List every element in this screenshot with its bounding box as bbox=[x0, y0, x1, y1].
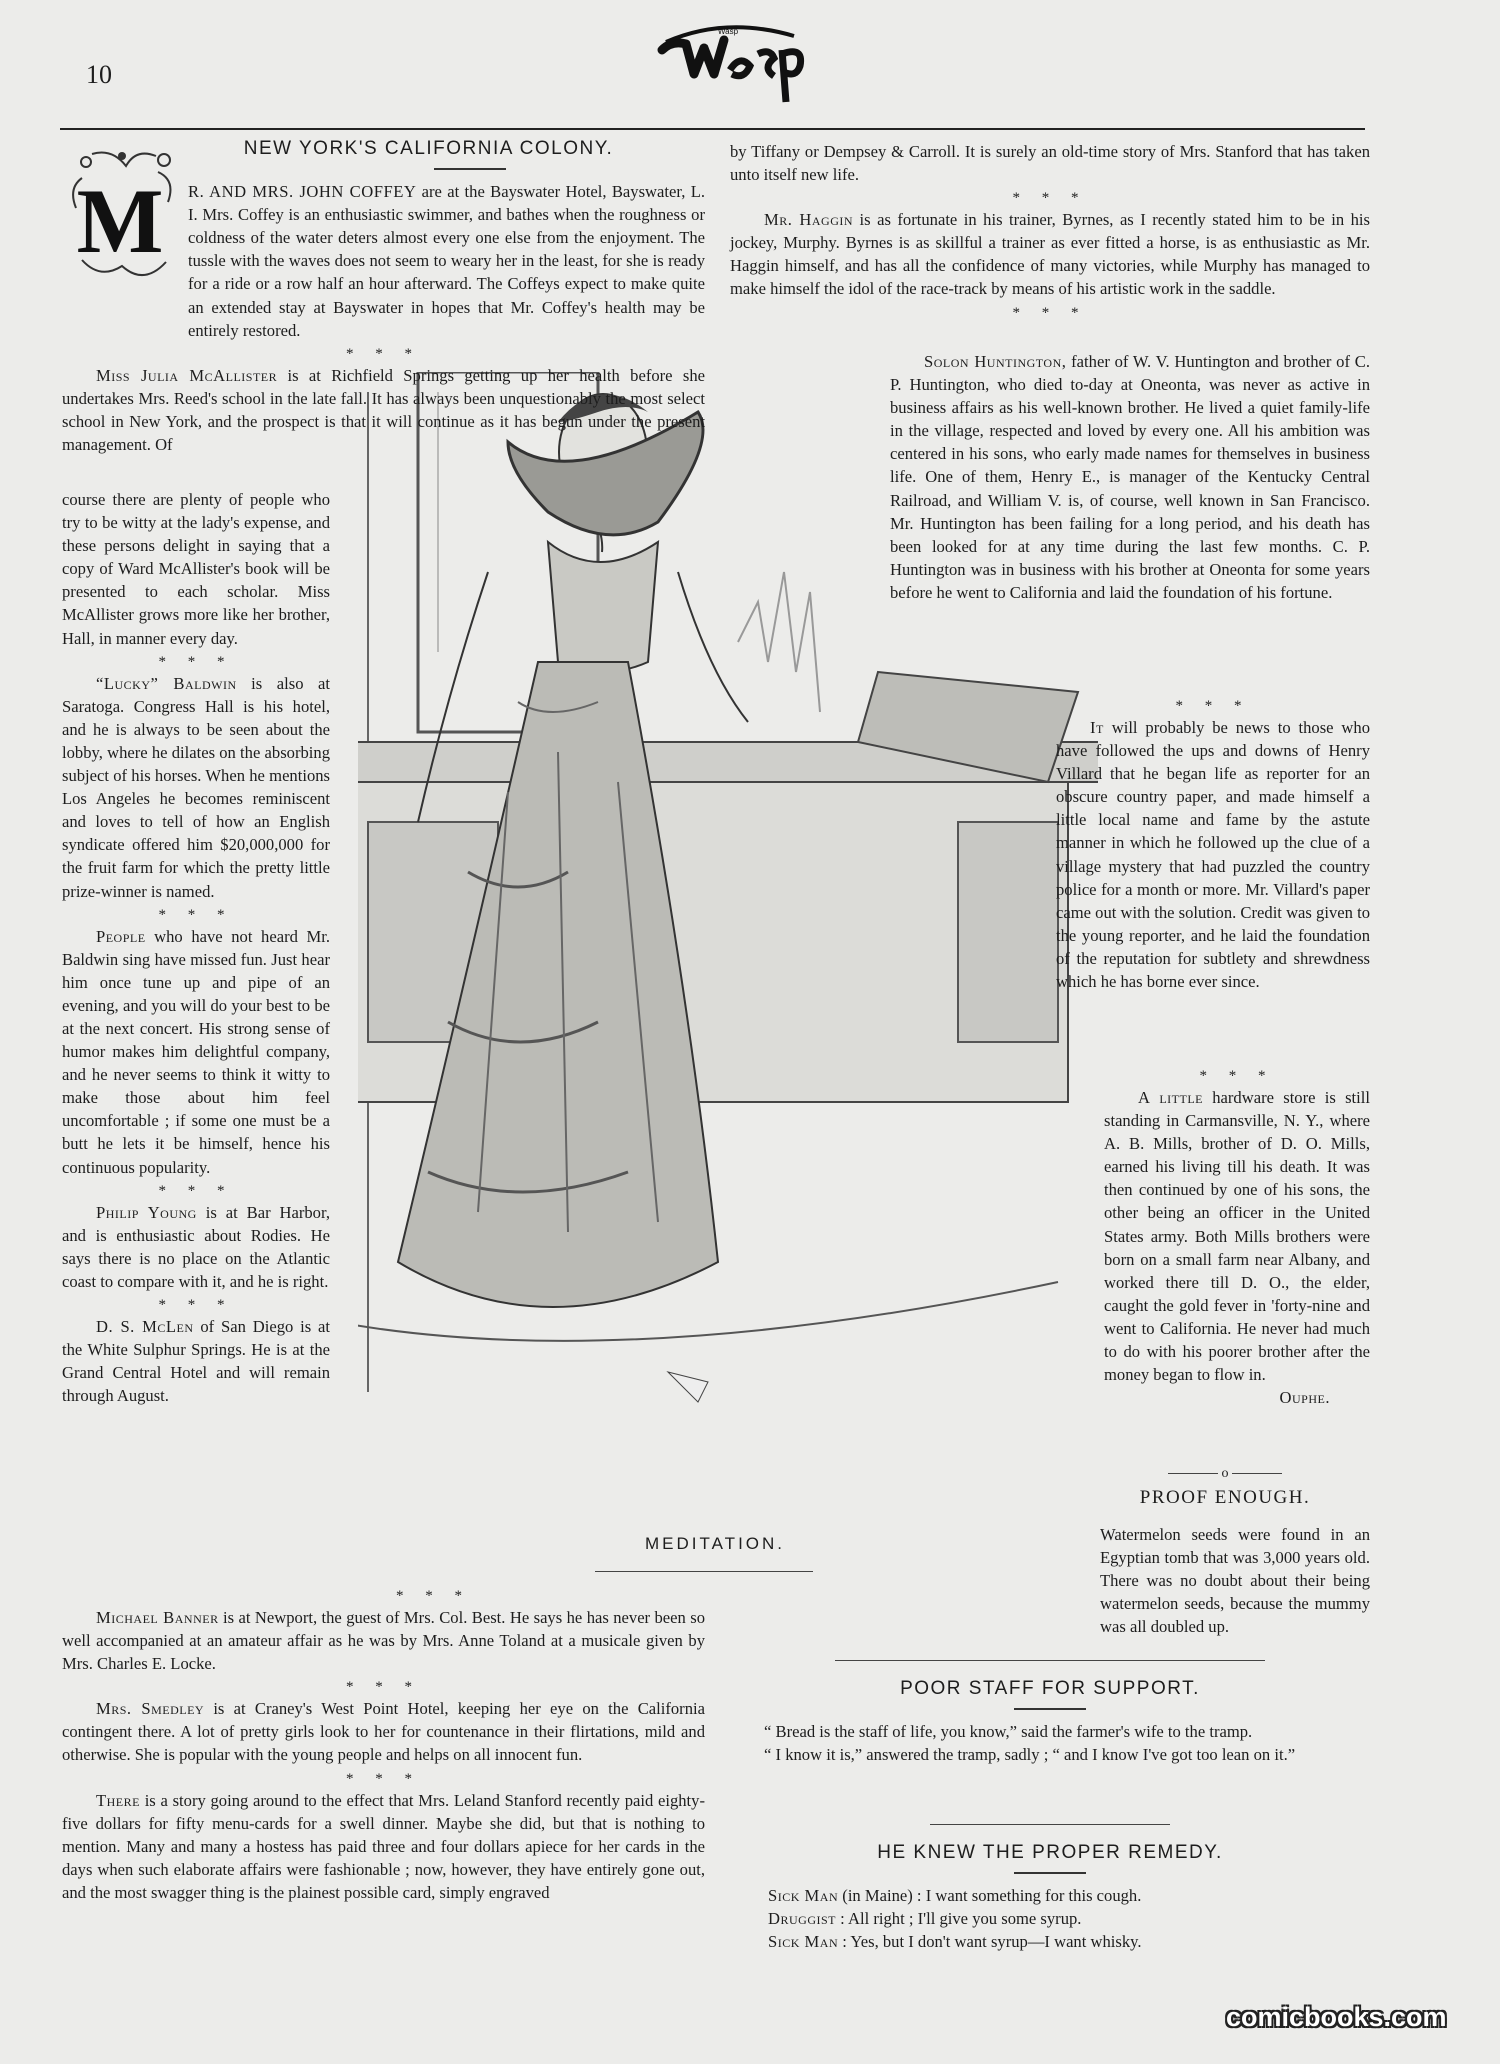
header-rule bbox=[60, 128, 1365, 130]
section-stars: * * * bbox=[346, 345, 421, 362]
speaker: Sick Man bbox=[768, 1886, 839, 1906]
poor-staff-line-1: “ Bread is the staff of life, you know,” said the farmer's wife to the tramp. bbox=[764, 1722, 1253, 1742]
mclen-text: of San Diego is at the White Sulphur Springs. He is at the Grand Central Hotel and will remain through August. bbox=[62, 1317, 330, 1406]
speaker: Sick Man bbox=[768, 1932, 839, 1952]
speaker: Druggist bbox=[768, 1909, 836, 1929]
mills-lead: A little bbox=[1138, 1088, 1203, 1107]
stanford-lead: There bbox=[96, 1790, 140, 1810]
title-rule bbox=[1014, 1708, 1086, 1710]
paragraph-young bbox=[62, 1201, 330, 1293]
section-stars: * * * bbox=[158, 653, 234, 670]
stanford-text: is a story going around to the effect that Mrs. Leland Stanford recently paid eighty-five dollars for fifty menu-cards for a swell dinner. Maybe she did, but that is nothing to mention. Many and many a hostess has paid three and four dollars apiece for her cards in the days when such elaborate affairs were fashionable ; now, however, they have entirely gone out, and the most swagger thing is the plainest possible card, simply engraved bbox=[62, 1790, 705, 1902]
paragraph-haggin bbox=[730, 208, 1370, 300]
dialog-line bbox=[768, 1907, 1370, 1930]
dialog-text: (in Maine) : I want something for this cough. bbox=[838, 1886, 1142, 1906]
section-rule bbox=[835, 1660, 1265, 1661]
paragraph-baldwin bbox=[62, 672, 330, 903]
haggin-lead: Mr. Haggin bbox=[764, 210, 854, 230]
young-text: is at Bar Harbor, and is enthusiastic about Rodies. He says there is no place on the Atlantic coast to compare with it, and he is right. bbox=[62, 1202, 330, 1291]
coffey-text: are at the Bayswater Hotel, Bayswater, L. I. Mrs. Coffey is an enthusiastic swimmer, and bathes when the roughness or coldness of the water deters almost every one else from the enjoyment. The tussle with the waves does not seem to weary her in the least, for she is ready for a ride or a row half an hour afterward. The Coffeys expect to make quite an extended stay at Bayswater in hopes that Mr. Coffey's health may be entirely restored. bbox=[188, 182, 705, 340]
article-right-mills bbox=[1104, 1064, 1370, 1409]
dialog-text: : All right ; I'll give you some syrup. bbox=[836, 1909, 1082, 1929]
dialog-line bbox=[768, 1930, 1370, 1953]
article-right-villard bbox=[1056, 694, 1370, 993]
section-stars: * * * bbox=[1012, 190, 1088, 207]
title-rule bbox=[1014, 1872, 1086, 1874]
proof-ornament-line bbox=[730, 1466, 1370, 1482]
article-left-bottom bbox=[62, 1584, 705, 1904]
proper-remedy-title: HE KNEW THE PROPER REMEDY. bbox=[877, 1842, 1223, 1863]
paragraph-stanford-cont: by Tiffany or Dempsey & Carroll. It is surely an old-time story of Mrs. Stanford that has taken unto itself new life. bbox=[730, 142, 1370, 185]
paragraph-mclen bbox=[62, 1315, 330, 1407]
proof-ornament: o bbox=[1221, 1466, 1229, 1481]
paragraph-mcallister bbox=[62, 364, 705, 456]
dialog-line bbox=[768, 1884, 1370, 1907]
section-stars: * * * bbox=[1012, 304, 1088, 321]
section-rule bbox=[930, 1824, 1170, 1825]
mclen-lead: D. S. McLen bbox=[96, 1317, 194, 1336]
mcallister-text: is at Richfield Springs getting up her health before she undertakes Mrs. Reed's school in the late fall. It has always been unquestionably the most select school in New York, and the prospect is that it will continue as it has begun under the present management. Of bbox=[62, 365, 705, 455]
article-left-top bbox=[62, 137, 705, 456]
section-stars: * * * bbox=[1199, 1068, 1275, 1084]
wasp-masthead-logo bbox=[648, 24, 808, 116]
title-rule bbox=[434, 168, 506, 170]
watermark: comicbooks.com bbox=[1226, 2002, 1447, 2032]
mills-text: hardware store is still standing in Carmansville, N. Y., where A. B. Mills, brother of D. O. Mills, earned his living till his death. It was then continued by one of his sons, the other being an officer in the United States army. Both Mills brothers were born on a small farm near Albany, and worked there till D. O., the elder, caught the gold fever in 'forty-nine and went to California. He never had much to do with his poorer brother after the money began to flow in. bbox=[1104, 1088, 1370, 1385]
paragraph-mills bbox=[1104, 1086, 1370, 1386]
author-signature: Ouphe. bbox=[1279, 1388, 1330, 1408]
section-stars: * * * bbox=[158, 1297, 234, 1313]
article-left-narrow bbox=[62, 488, 330, 1407]
proof-enough-section bbox=[730, 1466, 1370, 1639]
page-number: 10 bbox=[86, 60, 112, 89]
paragraph-mcallister-cont: course there are plenty of people who try to be witty at the lady's expense, and these persons delight in saying that a copy of Ward McAllister's book will be presented to each scholar. Miss McAllister grows more like her brother, Hall, in manner every day. bbox=[62, 490, 330, 648]
section-stars: * * * bbox=[346, 1770, 421, 1787]
masthead-text: Wasp bbox=[717, 27, 739, 36]
paragraph-smedley bbox=[62, 1697, 705, 1766]
smedley-lead: Mrs. Smedley bbox=[96, 1699, 205, 1719]
section-stars: * * * bbox=[346, 1679, 421, 1696]
paragraph-coffey bbox=[62, 180, 705, 342]
drop-cap-letter: M bbox=[76, 170, 164, 272]
article-right-huntington bbox=[890, 350, 1370, 604]
coffey-lead: R. AND MRS. JOHN COFFEY bbox=[188, 182, 417, 202]
paragraph-villard bbox=[1056, 716, 1370, 993]
section-stars: * * * bbox=[158, 1182, 234, 1199]
remedy-dialog bbox=[730, 1884, 1370, 1953]
villard-lead: It bbox=[1090, 718, 1104, 737]
article-title: NEW YORK'S CALIFORNIA COLONY. bbox=[243, 138, 614, 159]
huntington-lead: Solon Huntington, bbox=[924, 352, 1067, 371]
proof-enough-text: Watermelon seeds were found in an Egyptian tomb that was 3,000 years old. There was no doubt about their being watermelon seeds, because the mummy was all doubled up. bbox=[1100, 1525, 1370, 1637]
young-lead: Philip Young bbox=[96, 1202, 197, 1222]
mcallister-lead: Miss Julia McAllister bbox=[96, 365, 278, 385]
section-stars: * * * bbox=[1175, 698, 1251, 714]
huntington-text: father of W. V. Huntington and brother of C. P. Huntington, who died to-day at Oneonta, was never as active in business affairs as his well-known brother. He lived a quiet family-life in the village, respected and loved by every one. All his ambition was centered in his sons, who early made names for themselves in business life. One of them, Henry E., is manager of the Kentucky Central Railroad, and William V. is, of course, well known in San Francisco. Mr. Huntington has been failing for a long period, and his death has been looked for at any time during the last few months. C. P. Huntington was in business with his brother at Oneonta for some years before he went to California and laid the foundation of his fortune. bbox=[890, 352, 1370, 602]
section-stars: * * * bbox=[396, 1588, 471, 1604]
poor-staff-section bbox=[730, 1646, 1370, 1766]
poor-staff-title: POOR STAFF FOR SUPPORT. bbox=[900, 1678, 1200, 1699]
proper-remedy-section bbox=[730, 1810, 1370, 1953]
banner-lead: Michael Banner bbox=[96, 1608, 219, 1627]
haggin-text: is as fortunate in his trainer, Byrnes, as I recently stated him to be in his jockey, Murphy. Byrnes is as skillful a trainer as ever fitted a horse, is as enthusiastic as Mr. Haggin himself, and has all the confidence of many victories, while Murphy has managed to make himself the idol of the race-track by means of his artistic work in the saddle. bbox=[730, 210, 1370, 299]
paragraph-stanford bbox=[62, 1789, 705, 1904]
proof-enough-title: PROOF ENOUGH. bbox=[1139, 1487, 1311, 1508]
poor-staff-line-2: “ I know it is,” answered the tramp, sadly ; “ and I know I've got too lean on it.” bbox=[764, 1745, 1296, 1765]
banner-text: is at Newport, the guest of Mrs. Col. Best. He says he has never been so well accompanied at an amateur affair as he was by Mrs. Anne Toland at a musicale given by Mrs. Charles E. Locke. bbox=[62, 1608, 706, 1674]
article-right-top bbox=[730, 140, 1370, 323]
illustration-caption: MEDITATION. bbox=[644, 1534, 786, 1553]
people-lead: People bbox=[96, 926, 146, 946]
smedley-text: is at Craney's West Point Hotel, keeping her eye on the California contingent there. A lot of pretty girls look to her for countenance in their flirtations, mild and otherwise. She is popular with the young people and helps on all innocent fun. bbox=[62, 1699, 705, 1765]
paragraph-huntington bbox=[890, 350, 1370, 604]
baldwin-lead: “Lucky” Baldwin bbox=[96, 673, 237, 693]
baldwin-text: is also at Saratoga. Congress Hall is his hotel, and he is always to be seen about the lobby, where he dilates on the absorbing subject of his horses. When he mentions Los Angeles he becomes reminiscent and loves to tell of how an English syndicate offered him $20,000,000 for the fruit farm for which the pretty little prize-winner is named. bbox=[62, 673, 330, 901]
section-stars: * * * bbox=[158, 906, 234, 923]
villard-text: will probably be news to those who have followed the ups and downs of Henry Villard that he began life as reporter for an obscure country paper, and made himself a little local name and fame by the astute manner in which he followed up the clue of a village mystery that had puzzled the country police for a month or more. Mr. Villard's paper came out with the solution. Credit was given to the young reporter, and he laid the foundation of the reputation for subtlety and shrewdness which he has borne ever since. bbox=[1056, 718, 1370, 992]
paragraph-people bbox=[62, 925, 330, 1179]
dialog-text: : Yes, but I don't want syrup—I want whisky. bbox=[838, 1932, 1142, 1952]
people-text: who have not heard Mr. Baldwin sing have missed fun. Just hear him once tune up and pipe of an evening, and you will do your best to be at the next concert. His strong sense of humor makes him delightful company, and he never seems to think it witty to make those about him feel uncomfortable ; if some one must be a butt he lets it be himself, hence his continuous popularity. bbox=[62, 926, 330, 1177]
paragraph-banner bbox=[62, 1606, 705, 1675]
